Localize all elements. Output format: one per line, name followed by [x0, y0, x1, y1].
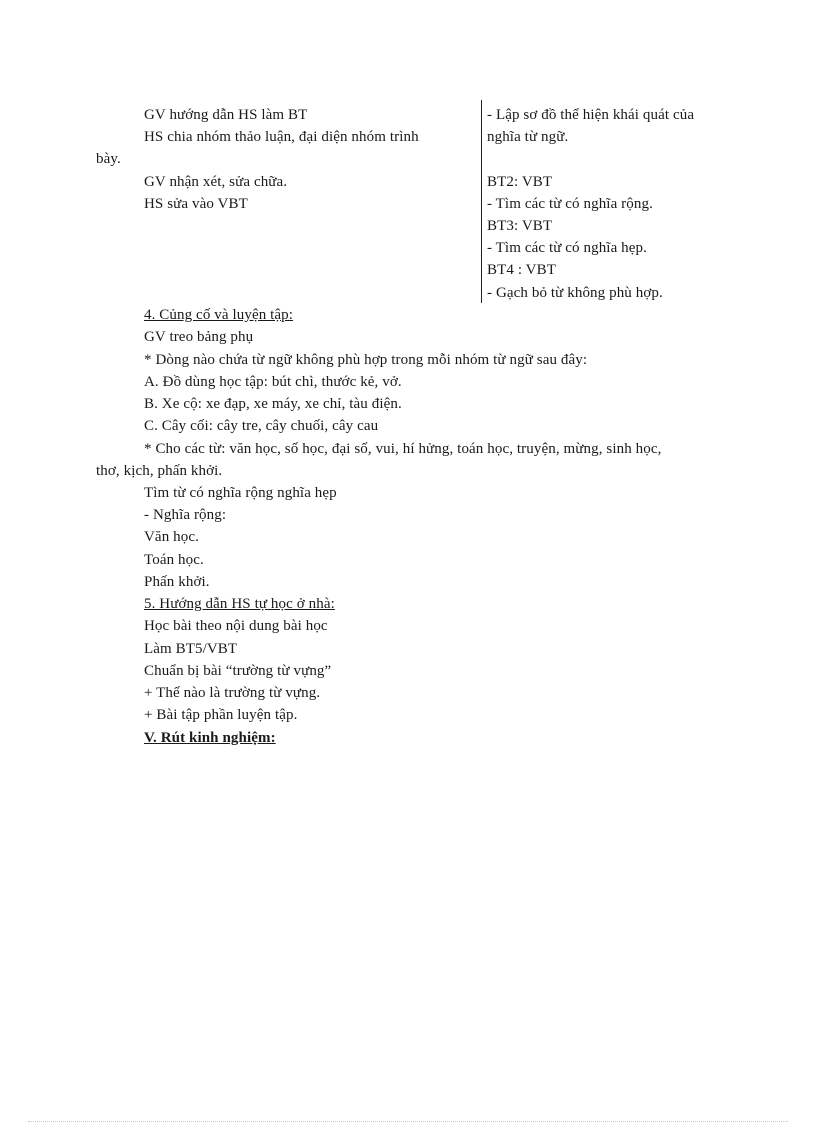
text-line: Tìm từ có nghĩa rộng nghĩa hẹp	[144, 485, 337, 501]
text-line: A. Đồ dùng học tập: bút chì, thước kẻ, vở.	[144, 374, 402, 390]
text-line: - Nghĩa rộng:	[144, 507, 227, 523]
page-bottom-rule	[28, 1121, 788, 1122]
left-line: bày.	[96, 151, 121, 167]
left-line: GV nhận xét, sửa chữa.	[144, 174, 288, 190]
left-line: GV hướng dẫn HS làm BT	[144, 107, 308, 123]
right-line: - Tìm các từ có nghĩa hẹp.	[487, 240, 647, 256]
section-4-heading: 4. Củng cố và luyện tập:	[144, 307, 294, 323]
text-line: + Bài tập phần luyện tập.	[144, 707, 298, 723]
text-line: Phấn khởi.	[144, 574, 210, 590]
section-v-heading: V. Rút kinh nghiệm:	[144, 730, 276, 746]
section-5-heading: 5. Hướng dẫn HS tự học ở nhà:	[144, 596, 335, 612]
right-line: - Tìm các từ có nghĩa rộng.	[487, 196, 653, 212]
right-line: - Lập sơ đồ thể hiện khái quát của	[487, 107, 695, 123]
text-line: B. Xe cộ: xe đạp, xe máy, xe chỉ, tàu điện.	[144, 396, 402, 412]
text-line: Học bài theo nội dung bài học	[144, 618, 328, 634]
text-line: GV treo bảng phụ	[144, 329, 254, 345]
text-line: Chuẩn bị bài “trường từ vựng”	[144, 663, 332, 679]
text-line: Văn học.	[144, 529, 199, 545]
text-line: + Thế nào là trường từ vựng.	[144, 685, 321, 701]
text-line: C. Cây cối: cây tre, cây chuối, cây cau	[144, 418, 379, 434]
text-line: * Dòng nào chứa từ ngữ không phù hợp trong mỗi nhóm từ ngữ sau đây:	[144, 352, 588, 368]
left-line: HS chia nhóm thảo luận, đại diện nhóm trình	[144, 129, 419, 145]
right-line: - Gạch bỏ từ không phù hợp.	[487, 285, 663, 301]
text-line: * Cho các từ: văn học, số học, đại số, vui, hí hửng, toán học, truyện, mừng, sinh học,	[144, 441, 662, 457]
right-line: BT3: VBT	[487, 218, 553, 234]
text-line: thơ, kịch, phấn khởi.	[96, 463, 223, 479]
table-divider	[481, 100, 482, 303]
right-line: nghĩa từ ngữ.	[487, 129, 569, 145]
right-line: BT4 : VBT	[487, 262, 556, 278]
right-line: BT2: VBT	[487, 174, 553, 190]
text-line: Làm BT5/VBT	[144, 641, 238, 657]
text-line: Toán học.	[144, 552, 204, 568]
left-line: HS sửa vào VBT	[144, 196, 248, 212]
